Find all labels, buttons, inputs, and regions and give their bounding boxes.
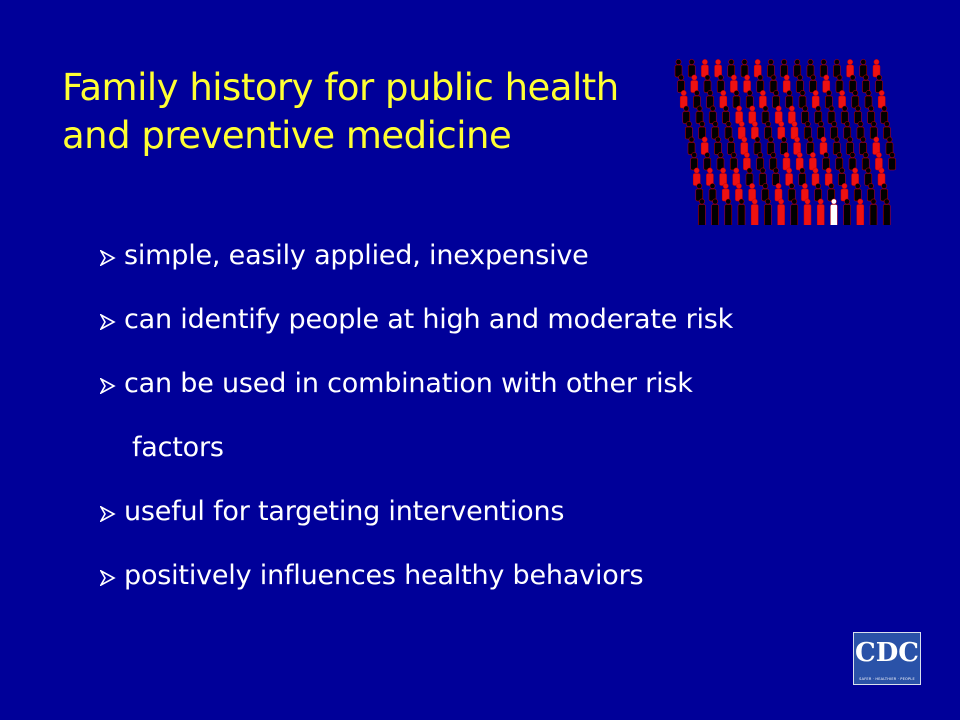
person-figure (728, 59, 735, 77)
bullet-text: simple, easily applied, inexpensive (124, 240, 589, 271)
person-figure (791, 121, 798, 139)
person-figure (786, 168, 793, 186)
title-line-1: Family history for public health (62, 66, 619, 109)
person-figure (743, 152, 750, 170)
bullet-text: useful for targeting interventions (124, 496, 565, 527)
person-figure (844, 199, 851, 225)
cdc-logo-tagline: SAFER · HEALTHIER · PEOPLE (859, 677, 915, 681)
bullet-text: positively influences healthy behaviors (124, 560, 644, 591)
bullet-text: can identify people at high and moderate risk (124, 304, 734, 335)
person-figure (802, 106, 809, 124)
person-figure (825, 168, 832, 186)
bullet-text: factors (132, 432, 224, 463)
person-figure (765, 121, 772, 139)
person-figure (783, 75, 790, 93)
person-figure (817, 121, 824, 139)
person-figure (762, 183, 769, 201)
person-figure (728, 137, 735, 155)
person-figure (799, 168, 806, 186)
person-figure (839, 90, 846, 108)
person-figure (857, 121, 864, 139)
person-figure (759, 168, 766, 186)
bullet-item (100, 368, 920, 400)
arrowhead-bullet-icon (100, 378, 116, 394)
person-figure (841, 106, 848, 124)
person-figure (857, 199, 864, 225)
person-figure (775, 106, 782, 124)
person-figure (701, 59, 708, 77)
person-figure (833, 59, 840, 77)
person-figure (860, 59, 867, 77)
person-figure (759, 90, 766, 108)
person-figure (754, 59, 761, 77)
person-figure (809, 152, 816, 170)
person-figure (696, 106, 703, 124)
bullet-text: can be used in combination with other risk (124, 368, 693, 399)
person-figure (778, 199, 785, 225)
person-figure (678, 75, 685, 93)
person-figure (693, 168, 700, 186)
person-figure (709, 106, 716, 124)
person-figure (730, 152, 737, 170)
person-figure (873, 137, 880, 155)
person-figure (867, 183, 874, 201)
person-figure (812, 90, 819, 108)
bullet-list (100, 240, 920, 592)
person-figure (688, 137, 695, 155)
person-figure (788, 183, 795, 201)
person-figure (852, 168, 859, 186)
person-figure (746, 168, 753, 186)
person-figure (865, 168, 872, 186)
person-figure (807, 59, 814, 77)
person-figure (764, 199, 771, 225)
person-figure (746, 90, 753, 108)
person-figure (741, 137, 748, 155)
person-figure (823, 152, 830, 170)
person-figure (865, 90, 872, 108)
person-figure (704, 75, 711, 93)
arrowhead-bullet-icon (100, 570, 116, 586)
person-figure (749, 106, 756, 124)
person-figure (791, 199, 798, 225)
person-figure (849, 152, 856, 170)
person-figure (854, 183, 861, 201)
person-figure (751, 199, 758, 225)
person-figure (738, 199, 745, 225)
person-figure (847, 59, 854, 77)
person-figure (722, 183, 729, 201)
person-figure (751, 121, 758, 139)
person-figure (862, 152, 869, 170)
person-figure (868, 106, 875, 124)
person-figure (754, 137, 761, 155)
person-figure (741, 59, 748, 77)
person-figure (704, 152, 711, 170)
person-figure (714, 137, 721, 155)
person-figure (712, 199, 719, 225)
person-figure (870, 121, 877, 139)
person-figure (852, 90, 859, 108)
person-figure (810, 75, 817, 93)
person-figure (691, 152, 698, 170)
person-figure (883, 121, 890, 139)
person-figure (783, 152, 790, 170)
person-figure (820, 137, 827, 155)
person-figure (878, 168, 885, 186)
person-figure (828, 183, 835, 201)
person-figure (720, 90, 727, 108)
person-figure (696, 183, 703, 201)
person-figure (870, 199, 877, 225)
person-figure (807, 137, 814, 155)
person-figure (825, 90, 832, 108)
person-figure (854, 106, 861, 124)
arrowhead-bullet-icon (100, 314, 116, 330)
person-figure (693, 90, 700, 108)
bullet-continuation (100, 432, 920, 464)
person-figure (683, 106, 690, 124)
person-figure (878, 90, 885, 108)
person-figure (770, 152, 777, 170)
person-figure (675, 59, 682, 77)
person-figure (833, 137, 840, 155)
person-figure (889, 152, 896, 170)
person-figure (706, 168, 713, 186)
bullet-item (100, 304, 920, 336)
person-figure (836, 152, 843, 170)
person-figure (691, 75, 698, 93)
person-figure (875, 152, 882, 170)
person-figure (846, 137, 853, 155)
person-figure (767, 59, 774, 77)
person-figure (744, 75, 751, 93)
person-figure (709, 183, 716, 201)
person-figure (707, 90, 714, 108)
person-figure (786, 90, 793, 108)
person-figure (862, 75, 869, 93)
person-figure (828, 106, 835, 124)
person-figure (815, 183, 822, 201)
person-figure (722, 106, 729, 124)
person-figure (720, 168, 727, 186)
person-figure (757, 75, 764, 93)
person-figure (881, 106, 888, 124)
person-figure (767, 137, 774, 155)
cdc-logo (853, 632, 921, 685)
person-figure (817, 199, 824, 225)
person-figure (749, 183, 756, 201)
person-figure (788, 106, 795, 124)
person-figure (773, 90, 780, 108)
person-figure (804, 121, 811, 139)
person-figure (688, 59, 695, 77)
person-figure (781, 59, 788, 77)
person-figure (820, 59, 827, 77)
person-figure (831, 121, 838, 139)
person-figure (757, 152, 764, 170)
person-figure (698, 199, 705, 225)
person-figure (794, 59, 801, 77)
person-figure (873, 59, 880, 77)
person-figure (775, 183, 782, 201)
person-figure (736, 106, 743, 124)
person-figure (780, 137, 787, 155)
person-figure (730, 75, 737, 93)
person-figure (796, 152, 803, 170)
person-figure (794, 137, 801, 155)
person-figure (738, 121, 745, 139)
person-figure (886, 137, 893, 155)
person-figure (712, 121, 719, 139)
title-line-2: and preventive medicine (62, 114, 512, 157)
person-figure (876, 75, 883, 93)
person-figure (838, 168, 845, 186)
person-figure (801, 183, 808, 201)
person-figure (778, 121, 785, 139)
person-figure (735, 183, 742, 201)
bullet-item (100, 560, 920, 592)
person-figure (685, 121, 692, 139)
person-figure (733, 168, 740, 186)
person-figure (725, 199, 732, 225)
cdc-logo-text: CDC (855, 638, 919, 668)
person-figure (715, 59, 722, 77)
arrowhead-bullet-icon (100, 250, 116, 266)
person-figure (849, 75, 856, 93)
crowd-of-people-icon (670, 55, 902, 225)
person-figure (701, 137, 708, 155)
person-figure (815, 106, 822, 124)
person-figure (717, 152, 724, 170)
person-figure (881, 183, 888, 201)
person-figure (725, 121, 732, 139)
arrowhead-bullet-icon (100, 506, 116, 522)
person-figure (823, 75, 830, 93)
bullet-item (100, 496, 920, 528)
slide-title (62, 64, 662, 160)
person-figure (844, 121, 851, 139)
person-figure (860, 137, 867, 155)
person-figure (804, 199, 811, 225)
person-figure (717, 75, 724, 93)
person-figure (841, 183, 848, 201)
person-figure (836, 75, 843, 93)
person-figure (830, 199, 837, 225)
person-figure (796, 75, 803, 93)
person-figure (799, 90, 806, 108)
person-figure (762, 106, 769, 124)
person-figure (733, 90, 740, 108)
person-figure (772, 168, 779, 186)
person-figure (699, 121, 706, 139)
person-figure (812, 168, 819, 186)
person-figure (680, 90, 687, 108)
person-figure (883, 199, 890, 225)
bullet-item (100, 240, 920, 272)
person-figure (770, 75, 777, 93)
